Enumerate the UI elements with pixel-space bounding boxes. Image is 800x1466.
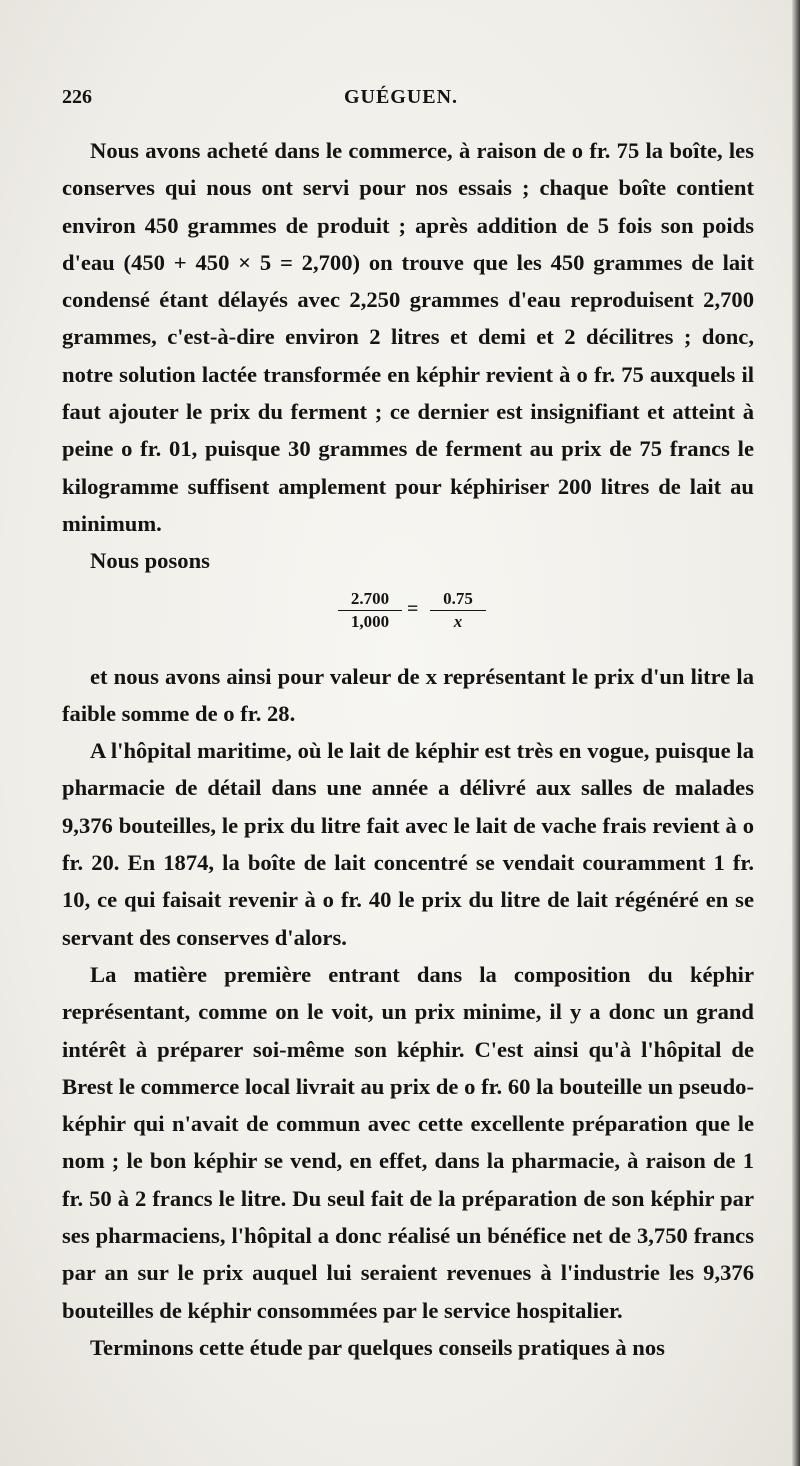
running-head: GUÉGUEN. [343, 86, 459, 108]
paragraph-4: A l'hôpital maritime, où le lait de képhir est très en vogue, puisque la pharmacie de détail dans une année a délivré aux salles de malades 9,376 bouteilles, le prix du litre fait avec le lait de vache frais revient à o fr. 20. En 1874, la boîte de lait concentré se vendait couramment 1 fr. 10, ce qui faisait revenir à o fr. 40 le prix du litre de lait régénéré en se servant des conserves d'alors. [62, 738, 754, 950]
paragraph-2: Nous posons [90, 548, 210, 574]
equals-sign: = [407, 597, 419, 620]
paragraph-5: La matière première entrant dans la composition du képhir représentant, comme on le voit, un prix minime, il y a donc un grand intérêt à préparer soi-même son képhir. C'est ainsi qu'à l'hôpital de Brest le commerce local livrait au prix de o fr. 60 la bouteille un pseudo-képhir qui n'avait de commun avec cette excellente préparation que le nom ; le bon képhir se vend, en effet, dans la pharmacie, à raison de 1 fr. 50 à 2 francs le litre. Du seul fait de la préparation de son képhir par ses pharmaciens, l'hôpital a donc réalisé un bénéfice net de 3,750 francs par an sur le prix auquel lui seraient revenues à l'industrie les 9,376 bouteilles de képhir consommées par le service hospitalier. [62, 961, 754, 1323]
fraction-right [430, 588, 486, 633]
page-header [62, 86, 740, 120]
fraction-left-numerator: 2.700 [338, 588, 402, 611]
formula [62, 580, 754, 658]
fraction-left-denominator: 1,000 [350, 611, 390, 631]
page-number: 226 [62, 86, 92, 108]
fraction-right-denominator: x [453, 611, 463, 631]
paragraph-6: Terminons cette étude par quelques conseils pratiques à nos [90, 1334, 665, 1360]
body-text [62, 132, 754, 1366]
paragraph-3: et nous avons ainsi pour valeur de x représentant le prix d'un litre la faible somme de o fr. 28. [62, 663, 754, 726]
paragraph-1: Nous avons acheté dans le commerce, à raison de o fr. 75 la boîte, les conserves qui nous ont servi pour nos essais ; chaque boîte contient environ 450 grammes de produit ; après addition de 5 fois son poids d'eau (450 + 450 × 5 = 2,700) on trouve que les 450 grammes de lait condensé étant délayés avec 2,250 grammes d'eau reproduisent 2,700 grammes, c'est-à-dire environ 2 litres et demi et 2 décilitres ; donc, notre solution lactée transformée en képhir revient à o fr. 75 auxquels il faut ajouter le prix du ferment ; ce dernier est insignifiant et atteint à peine o fr. 01, puisque 30 grammes de ferment au prix de 75 francs le kilogramme suffisent amplement pour képhiriser 200 litres de lait au minimum. [62, 138, 754, 536]
fraction-right-numerator: 0.75 [430, 588, 486, 611]
page-edge-shadow [792, 0, 800, 1466]
fraction-left [338, 588, 402, 633]
